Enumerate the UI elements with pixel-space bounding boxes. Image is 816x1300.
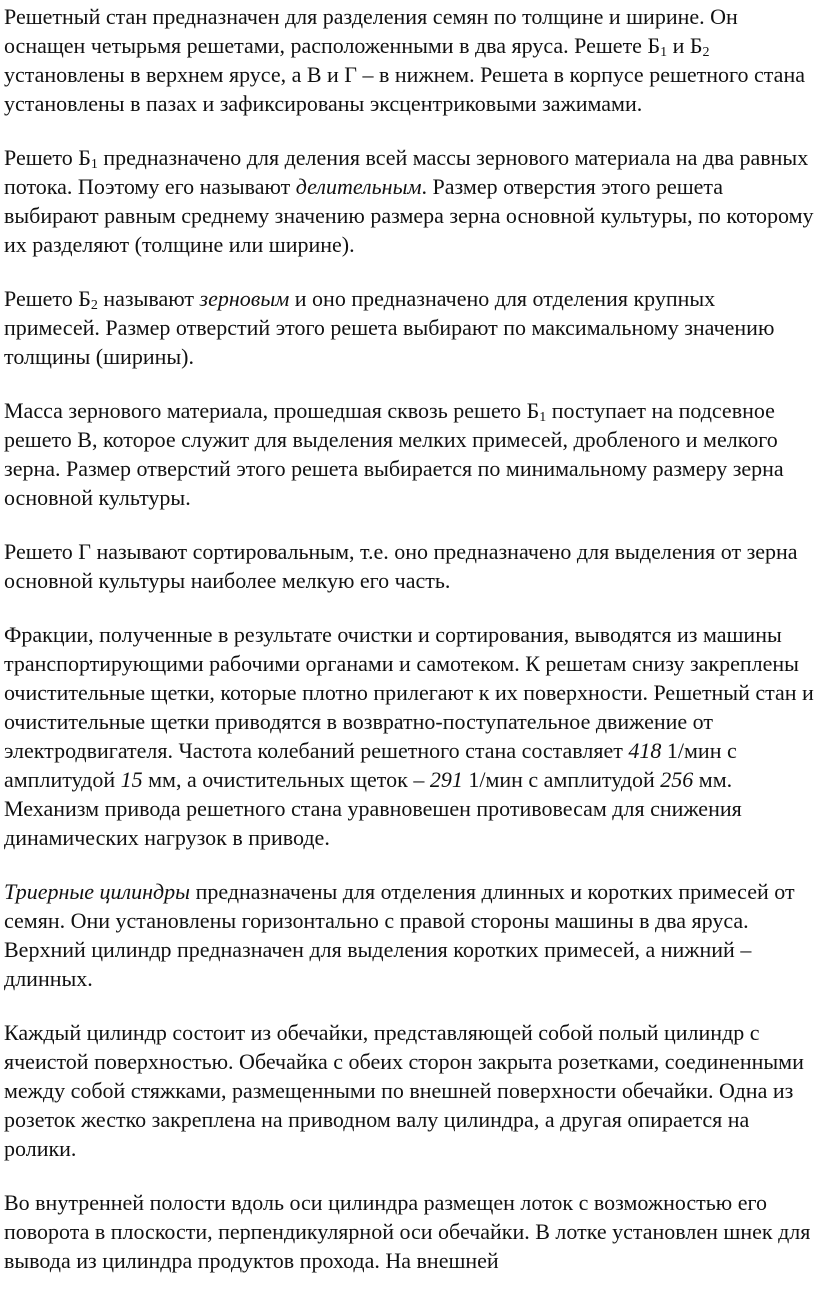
- paragraph-fractions-drive: Фракции, полученные в результате очистки и сортирования, выводятся из машины транспортирующими рабочими органами и самотеком. К решетам снизу закреплены очистительные щетки, которые плотно прилегают к их поверхности. Решетный стан и очистительные щетки приводятся в возвратно-поступательное движение от электродвигателя. Частота колебаний решетного стана составляет 418 1/мин с амплитудой 15 мм, а очистительных щеток – 291 1/мин с амплитудой 256 мм. Механизм привода решетного стана уравновешен противовесам для снижения динамических нагрузок в приводе.: [4, 622, 814, 850]
- paragraph-sieve-b1: Решето $Б_1$ предназначено для деления всей массы зернового материала на два равных потока. Поэтому его называют делительным. Размер отверстия этого решета выбирают равным среднему значению размера зерна основной культуры, по которому их разделяют (толщине или ширине).: [4, 145, 814, 257]
- paragraph-cylinder-structure: Каждый цилиндр состоит из обечайки, представляющей собой полый цилиндр с ячеистой поверхностью. Обечайка с обеих сторон закрыта розетками, соединенными между собой стяжками, размещенными по внешней поверхности обечайки. Одна из розеток жестко закреплена на приводном валу цилиндра, а другая опирается на ролики.: [4, 1020, 804, 1161]
- paragraph-cylinder-tray: Во внутренней полости вдоль оси цилиндра размещен лоток с возможностью его поворота в плоскости, перпендикулярной оси обечайки. В лотке установлен шнек для вывода из цилиндра продуктов прохода. На внешней: [4, 1190, 811, 1273]
- paragraph-sieve-mill-intro: Решетный стан предназначен для разделения семян по толщине и ширине. Он оснащен четырьмя решетами, расположенными в два яруса. Решете $Б_1$ и $Б_2$ установлены в верхнем ярусе, а В и Г – в нижнем. Решета в корпусе решетного стана установлены в пазах и зафиксированы эксцентриковыми зажимами.: [4, 4, 805, 116]
- paragraph-sieve-b2: Решето $Б_2$ называют зерновым и оно предназначено для отделения крупных примесей. Размер отверстий этого решета выбирают по максимальному значению толщины (ширины).: [4, 286, 775, 369]
- document-page: [4, 0, 814, 1300]
- paragraph-trier-cylinders: Триерные цилиндры предназначены для отделения длинных и коротких примесей от семян. Они установлены горизонтально с правой стороны машины в два яруса. Верхний цилиндр предназначен для выделения коротких примесей, а нижний – длинных.: [4, 879, 795, 991]
- paragraph-sieve-v: Масса зернового материала, прошедшая сквозь решето $Б_1$ поступает на подсевное решето В, которое служит для выделения мелких примесей, дробленого и мелкого зерна. Размер отверстий этого решета выбирается по минимальному размеру зерна основной культуры.: [4, 398, 784, 510]
- paragraph-sieve-g: Решето Г называют сортировальным, т.е. оно предназначено для выделения от зерна основной культуры наиболее мелкую его часть.: [4, 539, 798, 593]
